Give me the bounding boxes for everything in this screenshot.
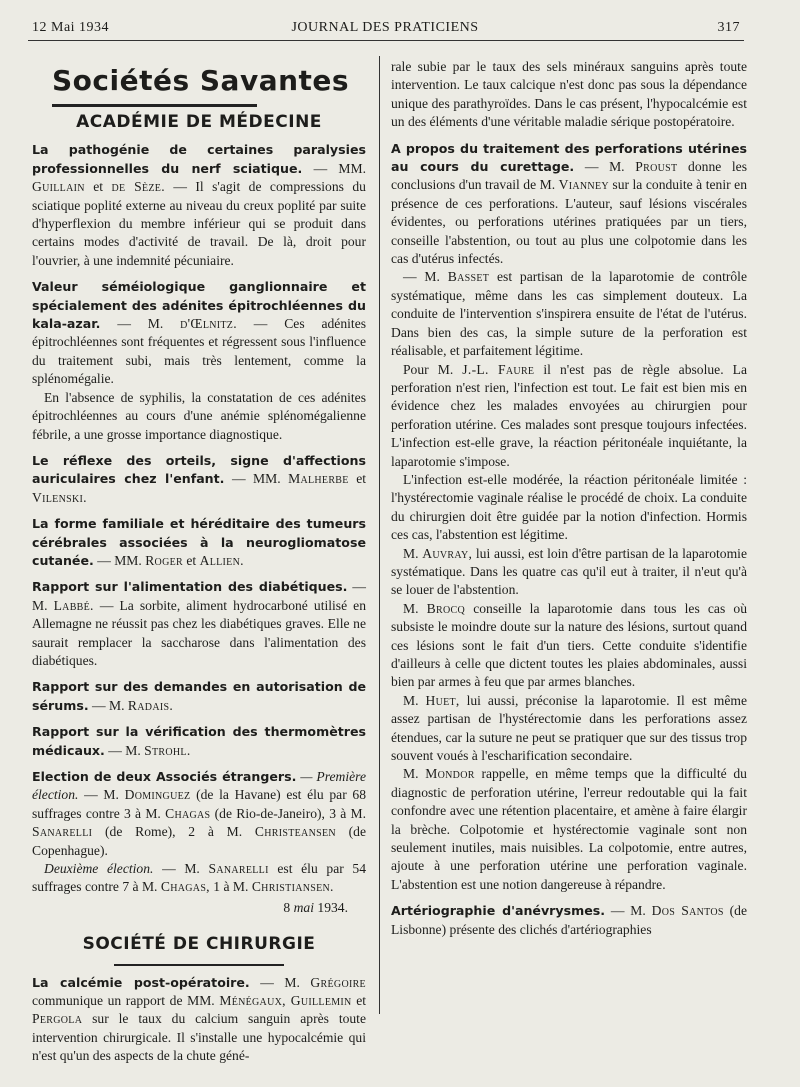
author-name: Grégoire	[310, 974, 366, 990]
author-name: Mondor	[425, 766, 475, 782]
author-name: Allien.	[199, 552, 244, 568]
article-heading: Valeur séméiologique ganglionnaire et spécialement des adénites épitrochléennes du kala-azar.	[32, 279, 366, 332]
article-heading: Rapport sur la vérification des thermomètres médicaux.	[32, 724, 366, 758]
article-paragraph: M. Huet, lui aussi, préconise la laparotomie. Il est même assez partisan de l'hystérectomie dans les perforations assez étendues, car la suture ne peut se pratiquer que sur des tissus trop souvent voués à l'escharification secondaire.	[391, 692, 747, 764]
author-name: Malherbe	[288, 471, 349, 487]
article-election: Election de deux Associés étrangers. — Première élection. — M. Dominguez (de la Havane) est élu par 68 suffrages contre 3 à M. Chagas (de Rio-de-Janeiro), 3 à M. Sanarelli (de Rome), 2 à M. Christeansen (de Copenhague).	[32, 769, 367, 858]
author-name: Pergola	[32, 1011, 83, 1027]
article-heading: Artériographie d'anévrysmes.	[391, 903, 606, 919]
author-name: Brocq	[426, 600, 466, 616]
author-name: Christiansen.	[251, 879, 334, 895]
header-page-number: 317	[717, 20, 740, 35]
author-name: Ménégaux, Guillemin	[219, 993, 352, 1009]
article-heading: Le réflexe des orteils, signe d'affections auriculaires chez l'enfant.	[32, 452, 366, 487]
author-name: Auvray,	[422, 545, 473, 561]
article-paragraph: En l'absence de syphilis, la constatation de ces adénites épitrochléennes au cours d'une anémie splénomégalienne fébrile, a une grosse importance diagnostique.	[32, 389, 366, 442]
article-paragraph: M. Auvray, lui aussi, est loin d'être partisan de la laparotomie systématique. Dans les quatre cas qu'il eut à traiter, il n'eut qu'à se louer de l'abstention.	[391, 545, 747, 598]
author-name: Chagas	[165, 805, 211, 821]
article-perforations: A propos du traitement des perforations utérines au cours du curettage. — M. Proust donne les conclusions d'un travail de M. Vianney sur la conduite à tenir en présence de ces perforations. L'auteur, sauf lésions viscérales évidentes, ou perforations utérines pratiquées par un tiers, conseille l'abstention, ou tout au plus une colpotomie dans les cas d'utérus infectés.	[391, 140, 748, 267]
session-date: 8 mai 1934.	[283, 899, 348, 915]
author-name: Guillain	[32, 179, 85, 195]
article-paragraph: rale subie par le taux des sels minéraux sanguins après toute intervention. Le taux calcique n'est donc pas sous la dépendance unique des parathyroïdes. Dans le cas présent, l'hypocalcémie est un des éléments d'une véritable maladie sérique postopératoire.	[391, 59, 747, 130]
author-name: Dominguez	[124, 787, 191, 803]
article-heading: A propos du traitement des perforations utérines au cours du curettage.	[391, 140, 747, 175]
article-second-election: Deuxième élection. — M. Sanarelli est élu par 54 suffrages contre 7 à M. Chagas, 1 à M. Christiansen.	[32, 861, 366, 895]
left-column	[32, 54, 366, 1074]
author-name: Roger	[145, 552, 183, 568]
academie-heading: ACADÉMIE DE MÉDECINE	[76, 112, 322, 132]
article-paragraph: L'infection est-elle modérée, la réaction péritonéale limitée : l'hystérectomie vaginale réalise le procédé de choix. La conduite du chirurgien doit être guidée par la notion d'infection. Hormis ces cas, l'abstention est légitime.	[391, 471, 747, 543]
section-title: Sociétés Savantes	[52, 64, 350, 97]
author-name: Strohl.	[144, 742, 191, 758]
right-column	[391, 58, 747, 947]
running-head	[30, 20, 740, 38]
article-heading: Rapport sur l'alimentation des diabétiques.	[32, 579, 348, 595]
author-name: Vilenski.	[32, 489, 87, 505]
author-name: Chagas,	[160, 879, 210, 895]
article-calcemie: La calcémie post-opératoire. — M. Grégoire communique un rapport de MM. Ménégaux, Guillemin et Pergola sur le taux du calcium sanguin après toute intervention chirurgicale. Il s'installe une hypocalcémie qui n'est qu'un des aspects de la chute géné-	[32, 974, 367, 1064]
article-heading: La calcémie post-opératoire.	[32, 974, 250, 990]
article-diabetiques: Rapport sur l'alimentation des diabétiques. — M. Labbé. — La sorbite, aliment hydrocarboné utilisé en Allemagne ne réussit pas chez les diabétiques graves. Elle ne saurait remplacer la saccharose dans l'alimentation des diabétiques.	[32, 579, 367, 668]
author-name: Radais.	[127, 697, 174, 713]
chirurgie-rule	[114, 964, 284, 966]
author-name: Huet,	[425, 692, 460, 708]
author-name: Christeansen	[254, 824, 336, 840]
author-name: Proust	[635, 159, 678, 175]
article-paragraph: — M. Basset est partisan de la laparotomie de contrôle systématique, même dans les cas simplement douteux. La conduite de l'intervention s'inspirera ensuite de l'état de l'utérus. Dans bien des cas, la simple suture de la perforation est réalisable, et parfaitement légitime.	[391, 269, 747, 359]
article-kala-azar: Valeur séméiologique ganglionnaire et spécialement des adénites épitrochléennes du kala-azar. — M. d'Œlnitz. — Ces adénites épitrochléennes sont fréquentes et régressent sous l'influence du traitement subi, mais très lentement, comme la splénomégalie.	[32, 279, 367, 387]
title-rule	[52, 104, 257, 107]
column-divider	[379, 56, 380, 1014]
article-heading: La pathogénie de certaines paralysies professionnelles du nerf sciatique.	[32, 142, 366, 176]
article-tumeurs: La forme familiale et héréditaire des tumeurs cérébrales associées à la neurogliomatose cutanée. — MM. Roger et Allien.	[32, 516, 366, 568]
article-reflexe: Le réflexe des orteils, signe d'affections auriculaires chez l'enfant. — MM. Malherbe et Vilenski.	[32, 452, 366, 505]
author-name: Sanarelli	[208, 861, 269, 877]
article-heading: La forme familiale et héréditaire des tumeurs cérébrales associées à la neurogliomatose cutanée.	[32, 516, 366, 568]
article-paragraph: M. Mondor rappelle, en même temps que la difficulté du diagnostic de perforation utérine, l'erreur redoutable qui la fait confondre avec une rétention placentaire, et amène à faire élargir la brèche. Colpotomie et hystérectomie vaginale sont non seulement inutiles, mais nuisibles. La colpotomie, entre autres, ajoute à une perforation utérine une perforation vaginale. L'abstention est une notion dangereuse à répandre.	[391, 766, 747, 892]
author-name: Dos Santos	[651, 903, 724, 919]
article-heading: Election de deux Associés étrangers.	[32, 769, 297, 784]
article-heading: Rapport sur des demandes en autorisation de sérums.	[32, 679, 366, 713]
article-thermometres: Rapport sur la vérification des thermomètres médicaux. — M. Strohl.	[32, 724, 366, 758]
header-journal-title: JOURNAL DES PRATICIENS	[291, 20, 479, 35]
author-name: d'Œlnitz.	[180, 316, 237, 332]
chirurgie-heading: SOCIÉTÉ DE CHIRURGIE	[82, 934, 316, 955]
article-paragraph: Pour M. J.-L. Faure il n'est pas de règle absolue. La perforation n'est rien, l'infection est tout. Le fait est bien mis en évidence chez les malades envoyées au chirurgien pour perforation utérine. Ces malades sont presque toujours infectées. L'infection est-elle grave, la réaction péritonéale inquiétante, la laparotomie s'impose.	[391, 361, 747, 469]
author-name: Basset	[447, 269, 490, 285]
header-date: 12 Mai 1934	[32, 20, 110, 35]
article-serums: Rapport sur des demandes en autorisation de sérums. — M. Radais.	[32, 679, 366, 713]
article-arteriographie: Artériographie d'anévrysmes. — M. Dos Santos (de Lisbonne) présente des clichés d'artériographies	[391, 903, 747, 937]
article-paragraph: M. Brocq conseille la laparotomie dans tous les cas où subsiste le moindre doute sur la nature des lésions, surtout quand ces lésions sont le fait d'un tiers. Cette conduite s'identifie d'ailleurs à celle que dictent toutes les plaies abdominales, aussi bien par armes à feu que par armes blanches.	[391, 600, 748, 690]
author-name: Vianney	[558, 177, 609, 193]
author-name: Labbé.	[53, 597, 94, 613]
author-name: de Sèze.	[111, 179, 165, 195]
header-rule	[28, 40, 744, 41]
article-sciatique: La pathogénie de certaines paralysies professionnelles du nerf sciatique. — MM. Guillain et de Sèze. — Il s'agit de compressions du sciatique poplité externe au niveau du creux poplité par suite d'hyperflexion du membre inférieur qui se produit dans certains modes d'activité de travail. De là, droit pour l'ouvrier, à une indemnité pécuniaire.	[32, 142, 366, 268]
author-name: J.-L. Faure	[462, 361, 535, 377]
author-name: Sanarelli	[32, 824, 93, 840]
